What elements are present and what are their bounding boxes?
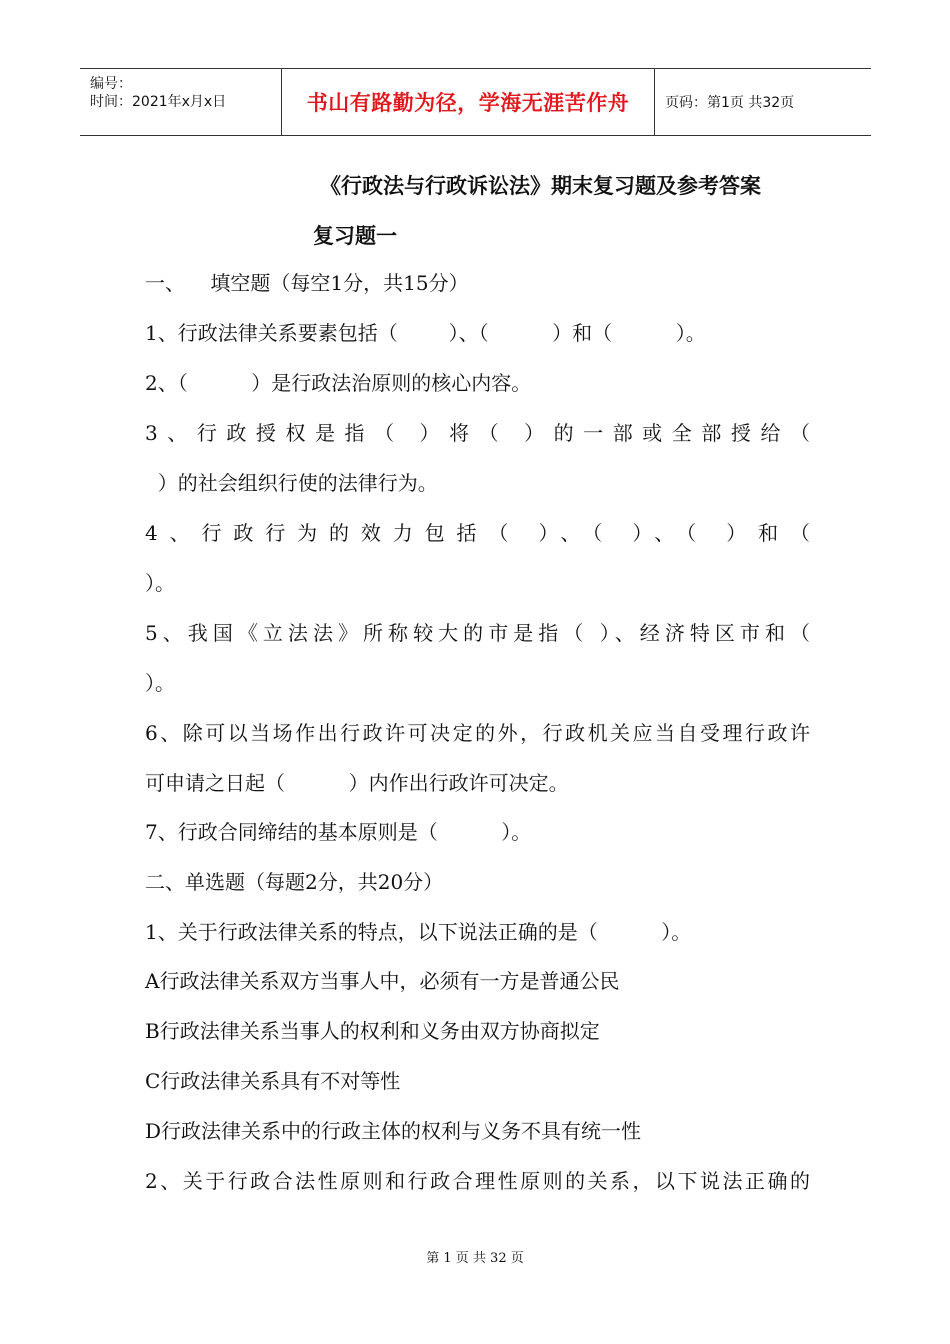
page-footer: 第 1 页 共 32 页: [426, 1251, 524, 1266]
header-page-info: 页码：第1页 共32页: [665, 95, 795, 111]
question-line: 可申请之日起（ ）内作出行政许可决定。: [145, 771, 569, 795]
question-line: 2、（ ）是行政法治原则的核心内容。: [145, 371, 532, 395]
question-line: 1、行政法律关系要素包括（ ）、（ ）和（ ）。: [145, 321, 706, 345]
answer-option: C行政法律关系具有不对等性: [145, 1069, 401, 1093]
answer-option: B行政法律关系当事人的权利和义务由双方协商拟定: [145, 1019, 600, 1043]
document-title: 《行政法与行政诉讼法》期末复习题及参考答案: [320, 173, 761, 198]
question-line: 7、行政合同缔结的基本原则是（ ）。: [145, 820, 532, 844]
document-time-label: 时间：2021年x月x日: [90, 94, 227, 110]
question-line: 6、除可以当场作出行政许可决定的外，行政机关应当自受理行政许: [145, 721, 810, 745]
header-page-cell: [655, 69, 871, 135]
header-motto-cell: [282, 69, 655, 135]
answer-option: D行政法律关系中的行政主体的权利与义务不具有统一性: [145, 1119, 642, 1143]
question-line: ）的社会组织行使的法律行为。: [145, 471, 438, 495]
answer-option: A行政法律关系双方当事人中，必须有一方是普通公民: [145, 969, 620, 993]
section-heading: 二、单选题（每题2分，共20分）: [145, 870, 444, 894]
question-line: 5、我国《立法法》所称较大的市是指（ ）、经济特区市和（: [145, 621, 810, 645]
question-line: 4、行政行为的效力包括（ ）、（ ）、（ ）和（: [145, 521, 810, 545]
section-heading: 一、 填空题（每空1分，共15分）: [145, 271, 469, 295]
question-line: 3、行政授权是指（ ）将（ ）的一部或全部授给（: [145, 421, 810, 445]
document-number-label: 编号：: [90, 76, 132, 92]
question-line: ）。: [145, 571, 175, 595]
question-line: 2、关于行政合法性原则和行政合理性原则的关系，以下说法正确的: [145, 1169, 810, 1193]
header-meta-cell: [80, 69, 282, 135]
header-motto: 书山有路勤为径，学海无涯苦作舟: [306, 90, 630, 115]
question-line: ）。: [145, 671, 175, 695]
document-subtitle: 复习题一: [313, 223, 397, 248]
question-line: 1、关于行政法律关系的特点，以下说法正确的是（ ）。: [145, 920, 692, 944]
header-table: [80, 68, 871, 136]
